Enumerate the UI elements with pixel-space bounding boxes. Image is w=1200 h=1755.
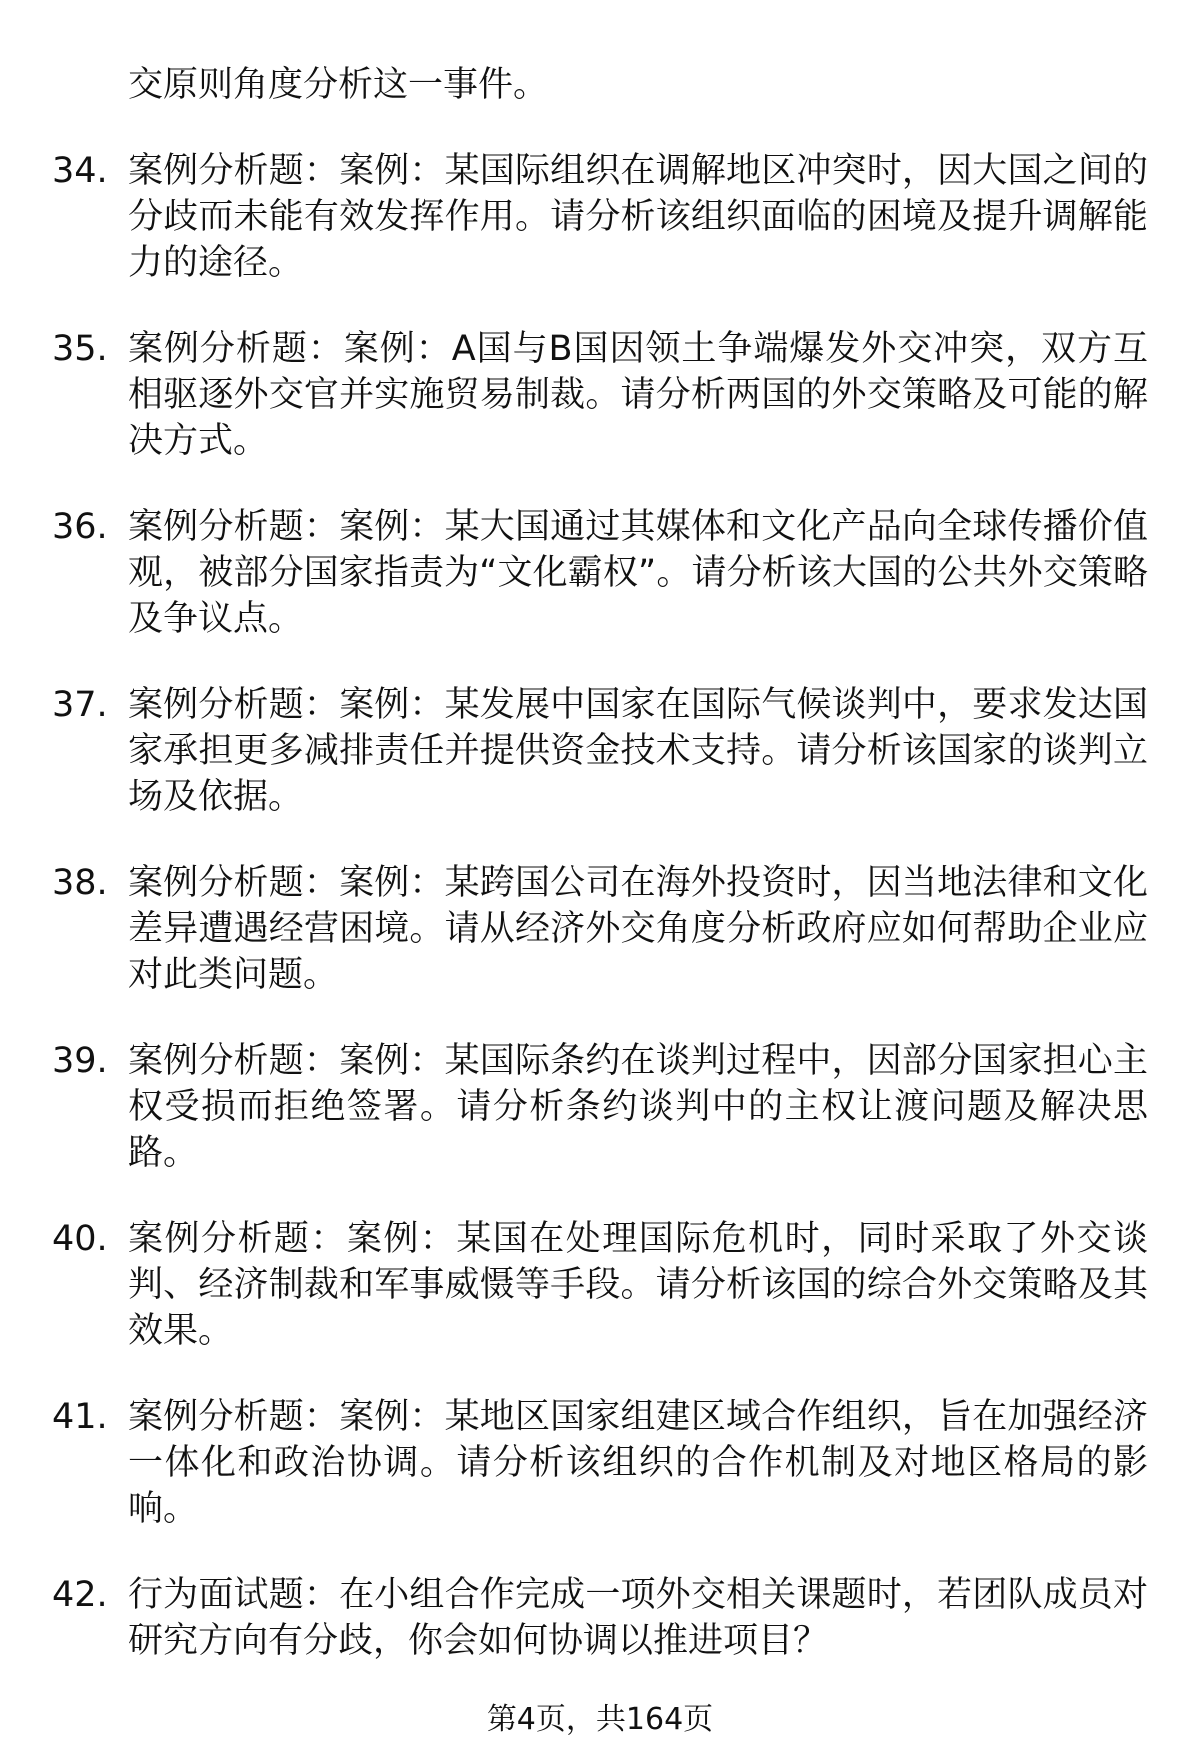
question-item xyxy=(0,504,1200,642)
continuation-text: 交原则角度分析这一事件。 xyxy=(128,65,549,105)
question-text: 案例分析题：案例：某国际条约在谈判过程中，因部分国家担心主权受损而拒绝签署。请分析条约谈判中的主权让渡问题及解决思路。 xyxy=(128,1041,1148,1173)
question-item xyxy=(0,326,1200,464)
page-footer: 第4页，共164页 xyxy=(486,1702,714,1737)
question-item xyxy=(0,1572,1200,1664)
question-text: 案例分析题：案例：某地区国家组建区域合作组织，旨在加强经济一体化和政治协调。请分析该组织的合作机制及对地区格局的影响。 xyxy=(128,1397,1148,1529)
question-number: 41. xyxy=(52,1397,108,1437)
question-number: 40. xyxy=(52,1219,108,1259)
question-item xyxy=(0,1394,1200,1532)
question-text: 案例分析题：案例：某跨国公司在海外投资时，因当地法律和文化差异遭遇经营困境。请从经济外交角度分析政府应如何帮助企业应对此类问题。 xyxy=(128,863,1148,995)
question-number: 39. xyxy=(52,1041,108,1081)
question-item xyxy=(0,1216,1200,1354)
question-text: 案例分析题：案例：某大国通过其媒体和文化产品向全球传播价值观，被部分国家指责为“文化霸权”。请分析该大国的公共外交策略及争议点。 xyxy=(128,507,1148,639)
question-number: 34. xyxy=(52,151,108,191)
question-list xyxy=(0,148,1200,1704)
question-text: 行为面试题：在小组合作完成一项外交相关课题时，若团队成员对研究方向有分歧，你会如何协调以推进项目？ xyxy=(128,1575,1148,1661)
question-number: 36. xyxy=(52,507,108,547)
question-item xyxy=(0,682,1200,820)
question-number: 37. xyxy=(52,685,108,725)
question-item xyxy=(0,860,1200,998)
question-number: 38. xyxy=(52,863,108,903)
question-item xyxy=(0,148,1200,286)
question-text: 案例分析题：案例：A国与B国因领土争端爆发外交冲突，双方互相驱逐外交官并实施贸易制裁。请分析两国的外交策略及可能的解决方式。 xyxy=(128,329,1148,461)
question-text: 案例分析题：案例：某国在处理国际危机时，同时采取了外交谈判、经济制裁和军事威慑等手段。请分析该国的综合外交策略及其效果。 xyxy=(128,1219,1148,1351)
question-number: 35. xyxy=(52,329,108,369)
question-text: 案例分析题：案例：某发展中国家在国际气候谈判中，要求发达国家承担更多减排责任并提供资金技术支持。请分析该国家的谈判立场及依据。 xyxy=(128,685,1148,817)
question-text: 案例分析题：案例：某国际组织在调解地区冲突时，因大国之间的分歧而未能有效发挥作用。请分析该组织面临的困境及提升调解能力的途径。 xyxy=(128,151,1148,283)
question-item xyxy=(0,1038,1200,1176)
question-number: 42. xyxy=(52,1575,108,1615)
